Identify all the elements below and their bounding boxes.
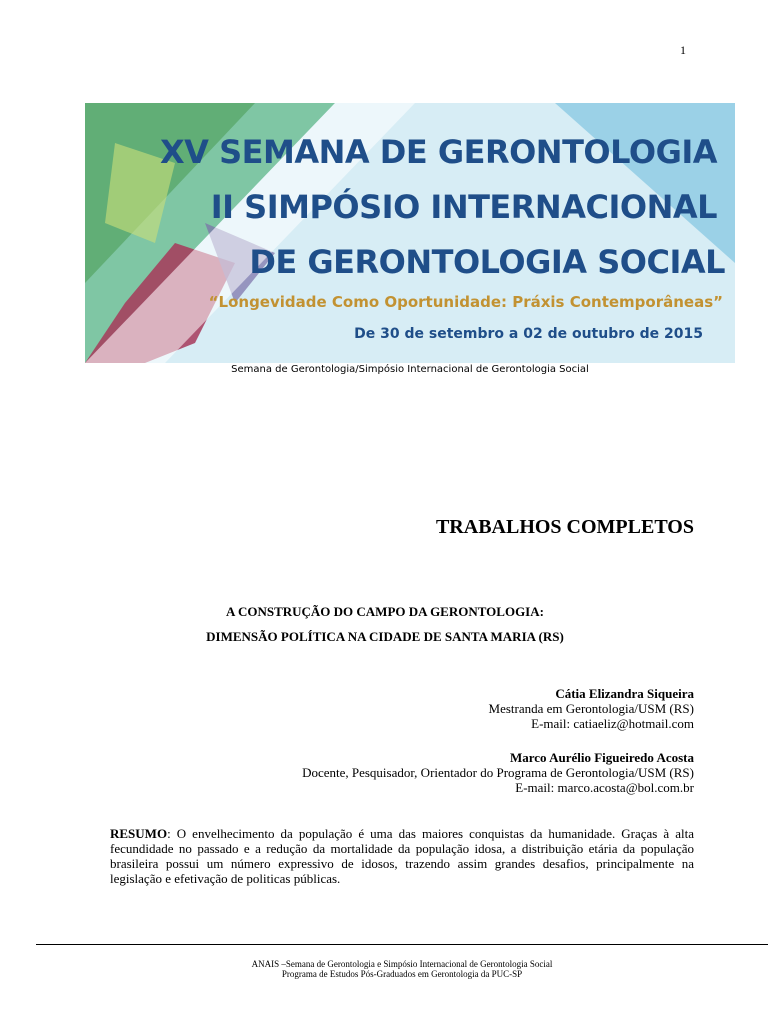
document-heading: TRABALHOS COMPLETOS xyxy=(435,516,694,538)
banner-title-line-1: XV SEMANA DE GERONTOLOGIA xyxy=(159,133,717,171)
page-number: 1 xyxy=(680,43,686,57)
abstract-label: RESUMO xyxy=(110,826,168,841)
author-block-1 xyxy=(489,686,694,731)
abstract-text: : O envelhecimento da população é uma das maiores conquistas da humanidade. Graças à alta fecundidade no passado e a redução da mortalidade da população idosa, a distribuição etária da população brasileira possui um número expressivo de idosos, trazendo assim grandes desafios, principalmente na legislação e efetivação de politicas públicas. xyxy=(110,826,694,886)
author-block-2 xyxy=(302,750,694,795)
banner-caption: Semana de Gerontologia/Simpósio Internacional de Gerontologia Social xyxy=(231,364,589,375)
abstract xyxy=(110,826,694,886)
paper-title-line-2: DIMENSÃO POLÍTICA NA CIDADE DE SANTA MARIA (RS) xyxy=(206,629,564,644)
author-name: Cátia Elizandra Siqueira xyxy=(555,686,694,701)
author-name: Marco Aurélio Figueiredo Acosta xyxy=(509,750,694,765)
author-email: E-mail: catiaeliz@hotmail.com xyxy=(531,716,694,731)
footer-line-1: ANAIS –Semana de Gerontologia e Simpósio Internacional de Gerontologia Social xyxy=(251,959,553,969)
author-role: Docente, Pesquisador, Orientador do Programa de Gerontologia/USM (RS) xyxy=(302,765,694,780)
footer-line-2: Programa de Estudos Pós-Graduados em Gerontologia da PUC-SP xyxy=(281,969,523,979)
author-email: E-mail: marco.acosta@bol.com.br xyxy=(515,780,694,795)
banner-title-line-2: II SIMPÓSIO INTERNACIONAL xyxy=(210,188,717,226)
footer-divider xyxy=(36,944,768,945)
event-banner xyxy=(85,103,735,363)
paper-title-line-1: A CONSTRUÇÃO DO CAMPO DA GERONTOLOGIA: xyxy=(226,604,544,619)
banner-tagline: “Longevidade Como Oportunidade: Práxis Contemporâneas” xyxy=(208,293,723,311)
banner-title-line-3: DE GERONTOLOGIA SOCIAL xyxy=(249,243,725,281)
banner-dates: De 30 de setembro a 02 de outubro de 2015 xyxy=(354,326,703,342)
author-role: Mestranda em Gerontologia/USM (RS) xyxy=(488,701,694,716)
